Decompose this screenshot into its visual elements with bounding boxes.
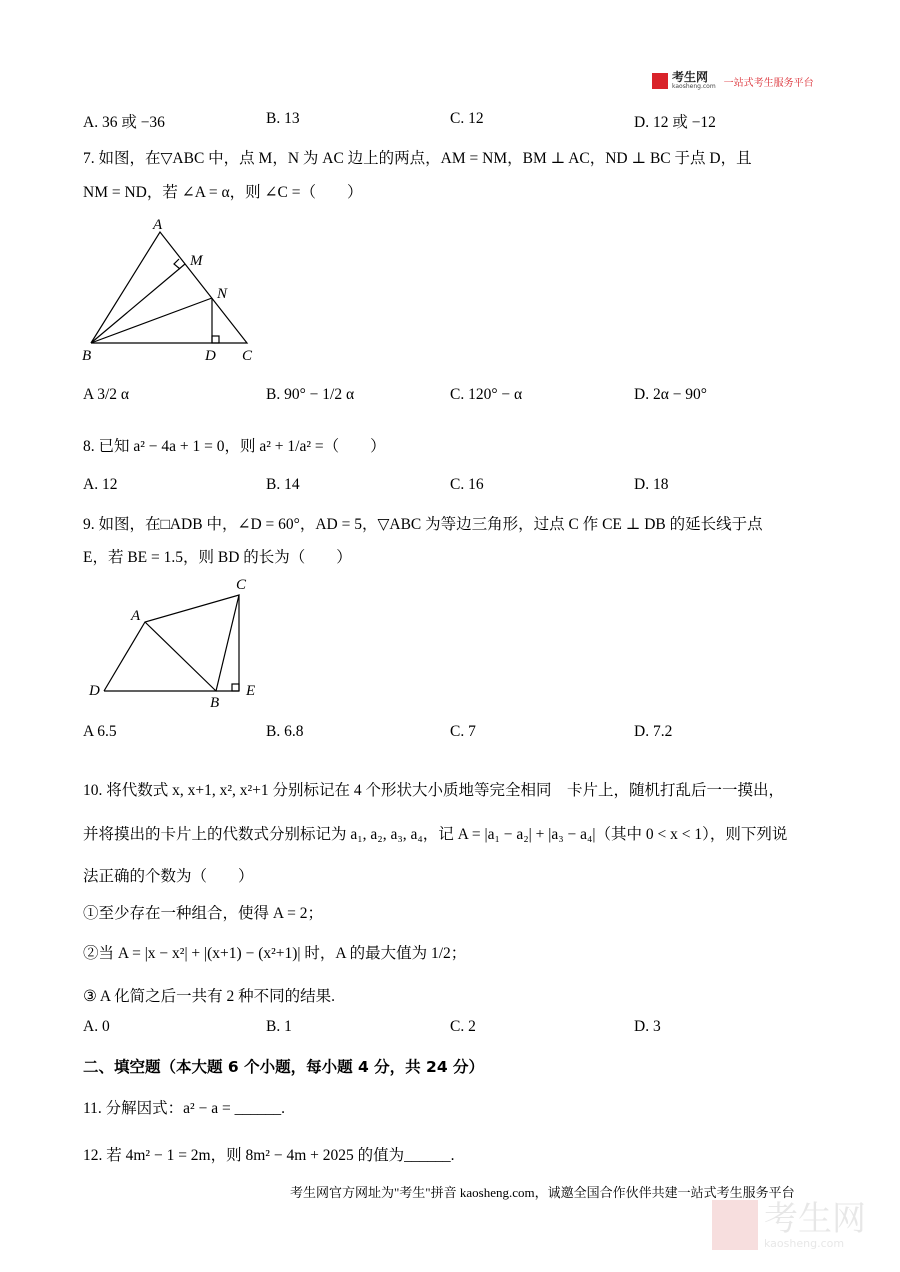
q10-option-d: D. 3 <box>634 1018 661 1035</box>
logo-sub: kaosheng.com <box>672 83 716 90</box>
q10-statement-2: ②当 A = |x − x²| + |(x+1) − (x²+1)| 时，A 的最大值为 1/2； <box>83 945 467 962</box>
watermark-sub: kaosheng.com <box>764 1236 845 1250</box>
q9-option-d: D. 7.2 <box>634 723 673 740</box>
footer-text: 考生网官方网址为"考生"拼音 kaosheng.com，诚邀全国合作伙伴共建一站式考生服务平台 <box>290 1185 795 1200</box>
watermark <box>712 1200 866 1250</box>
q8-option-d: D. 18 <box>634 476 669 493</box>
q6-option-c: C. 12 <box>450 110 484 127</box>
slogan: 一站式考生服务平台 <box>723 77 814 89</box>
label-a: A <box>131 608 141 624</box>
watermark-text: 考生网 <box>764 1198 866 1239</box>
label-b: B <box>210 695 220 711</box>
q9-option-b: B. 6.8 <box>266 723 304 740</box>
q6-option-d: D. 12 或 −12 <box>634 114 716 131</box>
q7-text-line2: NM = ND，若 ∠A = α，则 ∠C =（ ） <box>83 184 363 201</box>
q9-option-a: A 6.5 <box>83 723 117 740</box>
q8-option-c: C. 16 <box>450 476 484 493</box>
q7-text-line1: 7. 如图，在▽ABC 中，点 M，N 为 AC 边上的两点，AM = NM，BM ⊥ AC，ND ⊥ BC 于点 D，且 <box>83 150 752 167</box>
q8-option-b: B. 14 <box>266 476 300 493</box>
q10-statement-1: ①至少存在一种组合，使得 A = 2； <box>83 905 323 922</box>
q8-option-a: A. 12 <box>83 476 118 493</box>
label-b: B <box>82 348 92 364</box>
label-n: N <box>217 286 228 302</box>
q6-option-a: A. 36 或 −36 <box>83 114 165 131</box>
q11-text: 11. 分解因式：a² − a = ______. <box>83 1100 285 1117</box>
q12-text: 12. 若 4m² − 1 = 2m，则 8m² − 4m + 2025 的值为______. <box>83 1147 455 1164</box>
section-heading: 二、填空题（本大题 6 个小题，每小题 4 分，共 24 分） <box>83 1058 485 1076</box>
watermark-logo-icon <box>712 1200 758 1250</box>
q10-option-c: C. 2 <box>450 1018 476 1035</box>
q7-option-d: D. 2α − 90° <box>634 386 708 403</box>
q7-option-b: B. 90° − 1/2 α <box>266 386 355 403</box>
logo-text: 考生网 <box>672 70 709 84</box>
q10-text-line1: 10. 将代数式 x, x+1, x², x²+1 分别标记在 4 个形状大小质地等完全相同 卡片上，随机打乱后一一摸出， <box>83 782 785 799</box>
q10-text-line3: 法正确的个数为（ ） <box>83 868 254 885</box>
q10-statement-3: ③ A 化简之后一共有 2 种不同的结果. <box>83 988 336 1005</box>
q10-option-a: A. 0 <box>83 1018 110 1035</box>
label-d: D <box>205 348 216 364</box>
q9-option-c: C. 7 <box>450 723 476 740</box>
q9-text-line2: E，若 BE = 1.5，则 BD 的长为（ ） <box>83 549 352 566</box>
q7-triangle-figure <box>70 210 270 370</box>
label-e: E <box>246 683 256 699</box>
q8-text: 8. 已知 a² − 4a + 1 = 0，则 a² + 1/a² =（ ） <box>83 438 386 455</box>
label-m: M <box>190 253 203 269</box>
q10-option-b: B. 1 <box>266 1018 292 1035</box>
header-logo <box>652 72 814 90</box>
label-c: C <box>236 577 247 593</box>
logo-icon <box>652 73 668 89</box>
q7-option-c: C. 120° − α <box>450 386 523 403</box>
q9-figure <box>80 572 280 712</box>
label-a: A <box>153 217 163 233</box>
label-c: C <box>242 348 253 364</box>
q7-option-a: A 3/2 α <box>83 386 130 403</box>
q6-option-b: B. 13 <box>266 110 300 127</box>
label-d: D <box>89 683 100 699</box>
q9-text-line1: 9. 如图，在□ADB 中，∠D = 60°，AD = 5，▽ABC 为等边三角形，过点 C 作 CE ⊥ DB 的延长线于点 <box>83 516 763 533</box>
q10-text-line2: 并将摸出的卡片上的代数式分别标记为 a₁, a₂, a₃, a₄，记 A = |a₁ − a₂| + |a₃ − a₄|（其中 0 < x < 1），则下列说 <box>83 826 788 843</box>
